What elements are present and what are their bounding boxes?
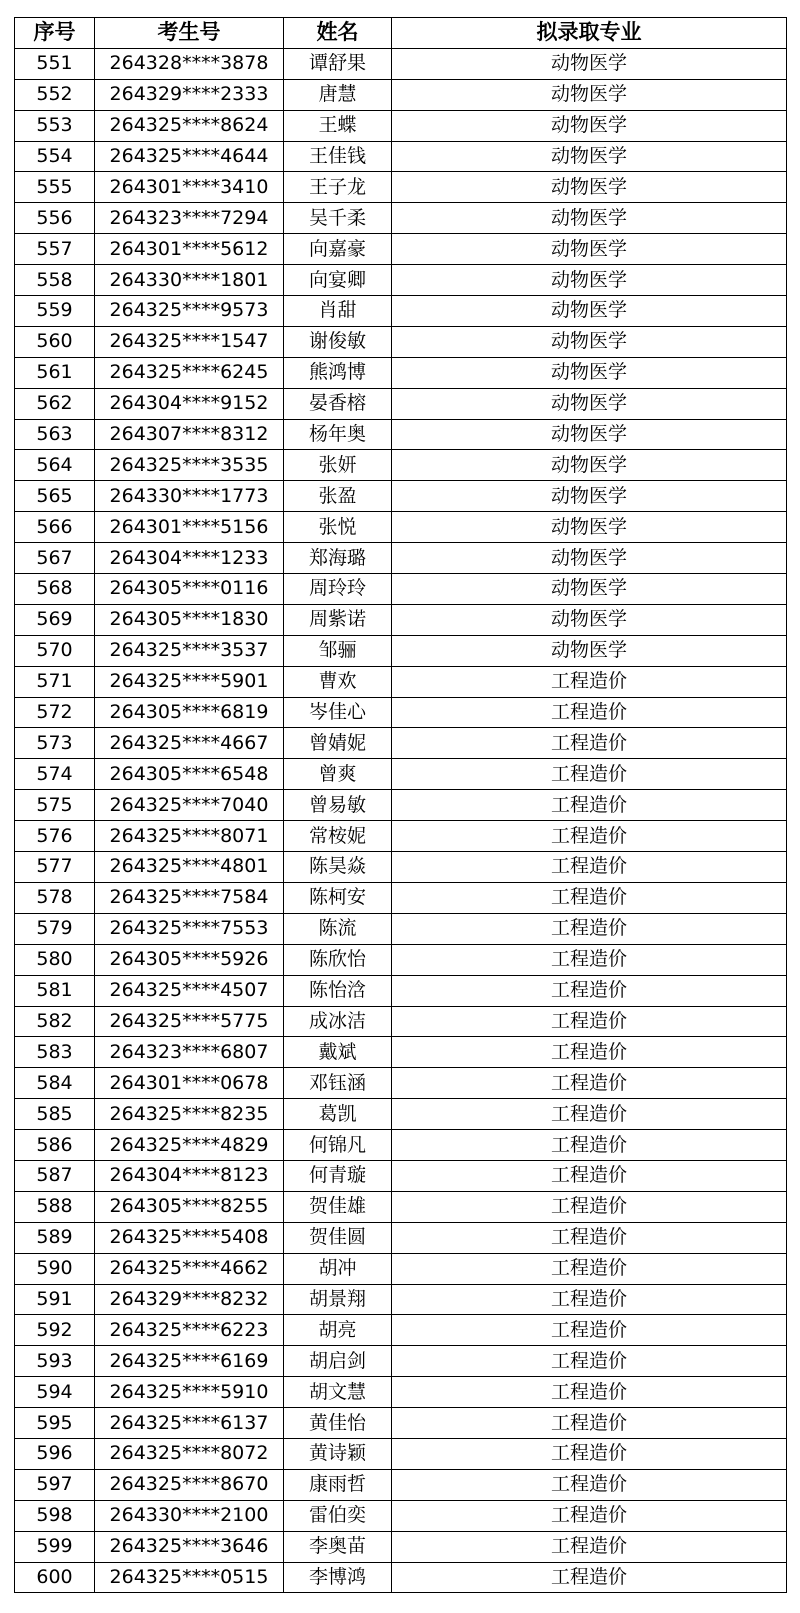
- cell-seq: 581: [15, 975, 95, 1006]
- cell-exam-id: 264330****1773: [95, 481, 284, 512]
- cell-seq: 592: [15, 1315, 95, 1346]
- cell-name: 胡启剑: [284, 1346, 392, 1377]
- cell-exam-id: 264325****5901: [95, 666, 284, 697]
- table-row: [15, 1099, 787, 1130]
- cell-major: 工程造价: [392, 1284, 787, 1315]
- admission-table: [14, 17, 787, 1593]
- cell-major: 工程造价: [392, 975, 787, 1006]
- cell-name: 戴斌: [284, 1037, 392, 1068]
- table-row: [15, 574, 787, 605]
- cell-exam-id: 264323****6807: [95, 1037, 284, 1068]
- table-row: [15, 1068, 787, 1099]
- cell-name: 熊鸿博: [284, 357, 392, 388]
- cell-exam-id: 264325****6137: [95, 1408, 284, 1439]
- cell-name: 王子龙: [284, 172, 392, 203]
- cell-major: 工程造价: [392, 666, 787, 697]
- cell-exam-id: 264325****9573: [95, 296, 284, 327]
- cell-name: 何锦凡: [284, 1130, 392, 1161]
- cell-seq: 582: [15, 1006, 95, 1037]
- cell-name: 谢俊敏: [284, 326, 392, 357]
- cell-seq: 569: [15, 604, 95, 635]
- table-row: [15, 1438, 787, 1469]
- cell-name: 肖甜: [284, 296, 392, 327]
- cell-name: 黄诗颖: [284, 1438, 392, 1469]
- table-body: [15, 48, 787, 1593]
- table-row: [15, 728, 787, 759]
- cell-major: 工程造价: [392, 1222, 787, 1253]
- cell-major: 动物医学: [392, 172, 787, 203]
- table-row: [15, 604, 787, 635]
- cell-major: 动物医学: [392, 110, 787, 141]
- cell-exam-id: 264325****8071: [95, 821, 284, 852]
- cell-exam-id: 264325****1547: [95, 326, 284, 357]
- cell-exam-id: 264305****6548: [95, 759, 284, 790]
- cell-seq: 572: [15, 697, 95, 728]
- table-row: [15, 450, 787, 481]
- cell-major: 动物医学: [392, 296, 787, 327]
- cell-seq: 560: [15, 326, 95, 357]
- cell-major: 工程造价: [392, 913, 787, 944]
- table-row: [15, 141, 787, 172]
- cell-major: 动物医学: [392, 543, 787, 574]
- cell-seq: 588: [15, 1191, 95, 1222]
- cell-name: 胡文慧: [284, 1377, 392, 1408]
- table-row: [15, 512, 787, 543]
- cell-seq: 562: [15, 388, 95, 419]
- cell-seq: 571: [15, 666, 95, 697]
- cell-major: 动物医学: [392, 635, 787, 666]
- cell-exam-id: 264329****2333: [95, 79, 284, 110]
- cell-name: 晏香榕: [284, 388, 392, 419]
- cell-name: 贺佳雄: [284, 1191, 392, 1222]
- cell-name: 向嘉豪: [284, 234, 392, 265]
- cell-name: 康雨哲: [284, 1469, 392, 1500]
- cell-exam-id: 264325****4662: [95, 1253, 284, 1284]
- cell-exam-id: 264325****7584: [95, 882, 284, 913]
- cell-major: 工程造价: [392, 1408, 787, 1439]
- cell-name: 向宴卿: [284, 265, 392, 296]
- cell-exam-id: 264301****3410: [95, 172, 284, 203]
- cell-name: 雷伯奕: [284, 1500, 392, 1531]
- cell-exam-id: 264325****5910: [95, 1377, 284, 1408]
- table-row: [15, 913, 787, 944]
- table-row: [15, 203, 787, 234]
- cell-major: 工程造价: [392, 821, 787, 852]
- cell-name: 陈柯安: [284, 882, 392, 913]
- cell-name: 曾爽: [284, 759, 392, 790]
- table-row: [15, 852, 787, 883]
- cell-seq: 584: [15, 1068, 95, 1099]
- cell-seq: 577: [15, 852, 95, 883]
- table-row: [15, 110, 787, 141]
- header-name: 姓名: [284, 18, 392, 49]
- cell-exam-id: 264325****8072: [95, 1438, 284, 1469]
- cell-major: 工程造价: [392, 1099, 787, 1130]
- cell-exam-id: 264325****4829: [95, 1130, 284, 1161]
- cell-name: 贺佳圆: [284, 1222, 392, 1253]
- table-row: [15, 1562, 787, 1593]
- cell-seq: 564: [15, 450, 95, 481]
- cell-major: 工程造价: [392, 1562, 787, 1593]
- cell-name: 谭舒果: [284, 48, 392, 79]
- cell-name: 王佳钱: [284, 141, 392, 172]
- cell-seq: 590: [15, 1253, 95, 1284]
- cell-major: 动物医学: [392, 234, 787, 265]
- cell-seq: 579: [15, 913, 95, 944]
- cell-seq: 598: [15, 1500, 95, 1531]
- cell-seq: 554: [15, 141, 95, 172]
- cell-seq: 593: [15, 1346, 95, 1377]
- cell-name: 陈欣怡: [284, 944, 392, 975]
- cell-name: 胡亮: [284, 1315, 392, 1346]
- cell-exam-id: 264325****8235: [95, 1099, 284, 1130]
- cell-exam-id: 264325****8670: [95, 1469, 284, 1500]
- cell-exam-id: 264301****5156: [95, 512, 284, 543]
- cell-name: 成冰洁: [284, 1006, 392, 1037]
- cell-exam-id: 264328****3878: [95, 48, 284, 79]
- cell-exam-id: 264325****6245: [95, 357, 284, 388]
- table-row: [15, 944, 787, 975]
- cell-exam-id: 264323****7294: [95, 203, 284, 234]
- cell-major: 动物医学: [392, 48, 787, 79]
- cell-seq: 591: [15, 1284, 95, 1315]
- cell-exam-id: 264325****3537: [95, 635, 284, 666]
- cell-name: 邓钰涵: [284, 1068, 392, 1099]
- cell-exam-id: 264305****0116: [95, 574, 284, 605]
- cell-exam-id: 264305****5926: [95, 944, 284, 975]
- cell-name: 黄佳怡: [284, 1408, 392, 1439]
- cell-name: 常桉妮: [284, 821, 392, 852]
- cell-name: 曹欢: [284, 666, 392, 697]
- cell-exam-id: 264325****7040: [95, 790, 284, 821]
- table-row: [15, 1284, 787, 1315]
- table-row: [15, 1006, 787, 1037]
- cell-exam-id: 264330****1801: [95, 265, 284, 296]
- cell-major: 工程造价: [392, 852, 787, 883]
- cell-name: 李奥苗: [284, 1531, 392, 1562]
- cell-name: 吴千柔: [284, 203, 392, 234]
- cell-name: 唐慧: [284, 79, 392, 110]
- cell-exam-id: 264325****3535: [95, 450, 284, 481]
- table-row: [15, 882, 787, 913]
- cell-exam-id: 264305****1830: [95, 604, 284, 635]
- cell-seq: 596: [15, 1438, 95, 1469]
- cell-major: 动物医学: [392, 574, 787, 605]
- table-row: [15, 357, 787, 388]
- table-row: [15, 1408, 787, 1439]
- cell-exam-id: 264325****4801: [95, 852, 284, 883]
- cell-exam-id: 264304****1233: [95, 543, 284, 574]
- cell-seq: 555: [15, 172, 95, 203]
- cell-seq: 570: [15, 635, 95, 666]
- table-row: [15, 1315, 787, 1346]
- cell-seq: 561: [15, 357, 95, 388]
- cell-major: 动物医学: [392, 357, 787, 388]
- table-row: [15, 481, 787, 512]
- table-row: [15, 1160, 787, 1191]
- cell-name: 胡冲: [284, 1253, 392, 1284]
- cell-name: 张盈: [284, 481, 392, 512]
- table-row: [15, 821, 787, 852]
- cell-seq: 553: [15, 110, 95, 141]
- cell-major: 工程造价: [392, 790, 787, 821]
- cell-major: 动物医学: [392, 419, 787, 450]
- cell-name: 杨年奥: [284, 419, 392, 450]
- cell-exam-id: 264325****0515: [95, 1562, 284, 1593]
- table-row: [15, 1037, 787, 1068]
- cell-seq: 597: [15, 1469, 95, 1500]
- cell-major: 工程造价: [392, 728, 787, 759]
- cell-name: 郑海璐: [284, 543, 392, 574]
- table-row: [15, 296, 787, 327]
- cell-seq: 551: [15, 48, 95, 79]
- cell-name: 张悦: [284, 512, 392, 543]
- cell-seq: 573: [15, 728, 95, 759]
- cell-major: 工程造价: [392, 1500, 787, 1531]
- cell-major: 动物医学: [392, 326, 787, 357]
- header-major: 拟录取专业: [392, 18, 787, 49]
- cell-major: 工程造价: [392, 1068, 787, 1099]
- cell-seq: 567: [15, 543, 95, 574]
- cell-seq: 559: [15, 296, 95, 327]
- cell-exam-id: 264325****4667: [95, 728, 284, 759]
- cell-exam-id: 264301****5612: [95, 234, 284, 265]
- table-row: [15, 1469, 787, 1500]
- cell-exam-id: 264325****7553: [95, 913, 284, 944]
- cell-exam-id: 264325****6169: [95, 1346, 284, 1377]
- cell-seq: 580: [15, 944, 95, 975]
- cell-seq: 576: [15, 821, 95, 852]
- cell-seq: 599: [15, 1531, 95, 1562]
- cell-seq: 600: [15, 1562, 95, 1593]
- table-row: [15, 419, 787, 450]
- cell-major: 工程造价: [392, 697, 787, 728]
- cell-seq: 563: [15, 419, 95, 450]
- cell-exam-id: 264301****0678: [95, 1068, 284, 1099]
- cell-name: 周玲玲: [284, 574, 392, 605]
- cell-major: 动物医学: [392, 79, 787, 110]
- cell-seq: 574: [15, 759, 95, 790]
- cell-name: 陈流: [284, 913, 392, 944]
- cell-seq: 557: [15, 234, 95, 265]
- table-row: [15, 790, 787, 821]
- table-row: [15, 388, 787, 419]
- cell-name: 陈怡浛: [284, 975, 392, 1006]
- cell-major: 动物医学: [392, 450, 787, 481]
- cell-name: 周紫诺: [284, 604, 392, 635]
- cell-exam-id: 264325****4507: [95, 975, 284, 1006]
- cell-seq: 552: [15, 79, 95, 110]
- cell-major: 动物医学: [392, 512, 787, 543]
- cell-name: 张妍: [284, 450, 392, 481]
- cell-seq: 585: [15, 1099, 95, 1130]
- cell-exam-id: 264329****8232: [95, 1284, 284, 1315]
- table-row: [15, 1346, 787, 1377]
- cell-exam-id: 264307****8312: [95, 419, 284, 450]
- cell-major: 动物医学: [392, 265, 787, 296]
- cell-exam-id: 264325****5775: [95, 1006, 284, 1037]
- cell-seq: 558: [15, 265, 95, 296]
- cell-seq: 565: [15, 481, 95, 512]
- header-exam-id: 考生号: [95, 18, 284, 49]
- cell-exam-id: 264304****9152: [95, 388, 284, 419]
- cell-exam-id: 264325****6223: [95, 1315, 284, 1346]
- cell-major: 工程造价: [392, 882, 787, 913]
- cell-seq: 566: [15, 512, 95, 543]
- cell-exam-id: 264305****6819: [95, 697, 284, 728]
- table-row: [15, 234, 787, 265]
- cell-major: 工程造价: [392, 1469, 787, 1500]
- table-row: [15, 1222, 787, 1253]
- table-row: [15, 697, 787, 728]
- cell-major: 工程造价: [392, 1160, 787, 1191]
- cell-seq: 556: [15, 203, 95, 234]
- table-row: [15, 1377, 787, 1408]
- cell-seq: 586: [15, 1130, 95, 1161]
- cell-exam-id: 264325****3646: [95, 1531, 284, 1562]
- table-row: [15, 635, 787, 666]
- table-row: [15, 666, 787, 697]
- table-row: [15, 1191, 787, 1222]
- cell-seq: 594: [15, 1377, 95, 1408]
- cell-name: 李博鸿: [284, 1562, 392, 1593]
- table-row: [15, 1253, 787, 1284]
- cell-seq: 587: [15, 1160, 95, 1191]
- cell-name: 邹骊: [284, 635, 392, 666]
- cell-major: 工程造价: [392, 944, 787, 975]
- cell-name: 岑佳心: [284, 697, 392, 728]
- table-row: [15, 975, 787, 1006]
- cell-exam-id: 264325****4644: [95, 141, 284, 172]
- header-seq: 序号: [15, 18, 95, 49]
- cell-seq: 568: [15, 574, 95, 605]
- cell-major: 工程造价: [392, 1531, 787, 1562]
- cell-name: 葛凯: [284, 1099, 392, 1130]
- cell-major: 工程造价: [392, 1346, 787, 1377]
- table-row: [15, 79, 787, 110]
- cell-exam-id: 264325****5408: [95, 1222, 284, 1253]
- cell-major: 动物医学: [392, 604, 787, 635]
- cell-major: 动物医学: [392, 481, 787, 512]
- cell-name: 陈昊焱: [284, 852, 392, 883]
- cell-major: 工程造价: [392, 1315, 787, 1346]
- cell-name: 王蝶: [284, 110, 392, 141]
- cell-major: 动物医学: [392, 203, 787, 234]
- cell-name: 曾婧妮: [284, 728, 392, 759]
- cell-exam-id: 264304****8123: [95, 1160, 284, 1191]
- cell-seq: 589: [15, 1222, 95, 1253]
- cell-major: 动物医学: [392, 141, 787, 172]
- cell-exam-id: 264305****8255: [95, 1191, 284, 1222]
- cell-major: 工程造价: [392, 1191, 787, 1222]
- cell-exam-id: 264325****8624: [95, 110, 284, 141]
- cell-major: 工程造价: [392, 1253, 787, 1284]
- table-row: [15, 1531, 787, 1562]
- header-row: [15, 18, 787, 49]
- table-row: [15, 172, 787, 203]
- cell-name: 何青璇: [284, 1160, 392, 1191]
- table-row: [15, 1130, 787, 1161]
- cell-major: 工程造价: [392, 759, 787, 790]
- cell-major: 工程造价: [392, 1377, 787, 1408]
- table-row: [15, 1500, 787, 1531]
- cell-seq: 578: [15, 882, 95, 913]
- cell-name: 曾易敏: [284, 790, 392, 821]
- cell-major: 工程造价: [392, 1037, 787, 1068]
- cell-major: 工程造价: [392, 1006, 787, 1037]
- cell-major: 工程造价: [392, 1438, 787, 1469]
- cell-exam-id: 264330****2100: [95, 1500, 284, 1531]
- table-row: [15, 326, 787, 357]
- cell-major: 工程造价: [392, 1130, 787, 1161]
- table-row: [15, 543, 787, 574]
- cell-seq: 575: [15, 790, 95, 821]
- cell-seq: 583: [15, 1037, 95, 1068]
- admission-list-sheet: [14, 17, 787, 1593]
- table-row: [15, 265, 787, 296]
- cell-name: 胡景翔: [284, 1284, 392, 1315]
- cell-major: 动物医学: [392, 388, 787, 419]
- cell-seq: 595: [15, 1408, 95, 1439]
- table-row: [15, 48, 787, 79]
- table-row: [15, 759, 787, 790]
